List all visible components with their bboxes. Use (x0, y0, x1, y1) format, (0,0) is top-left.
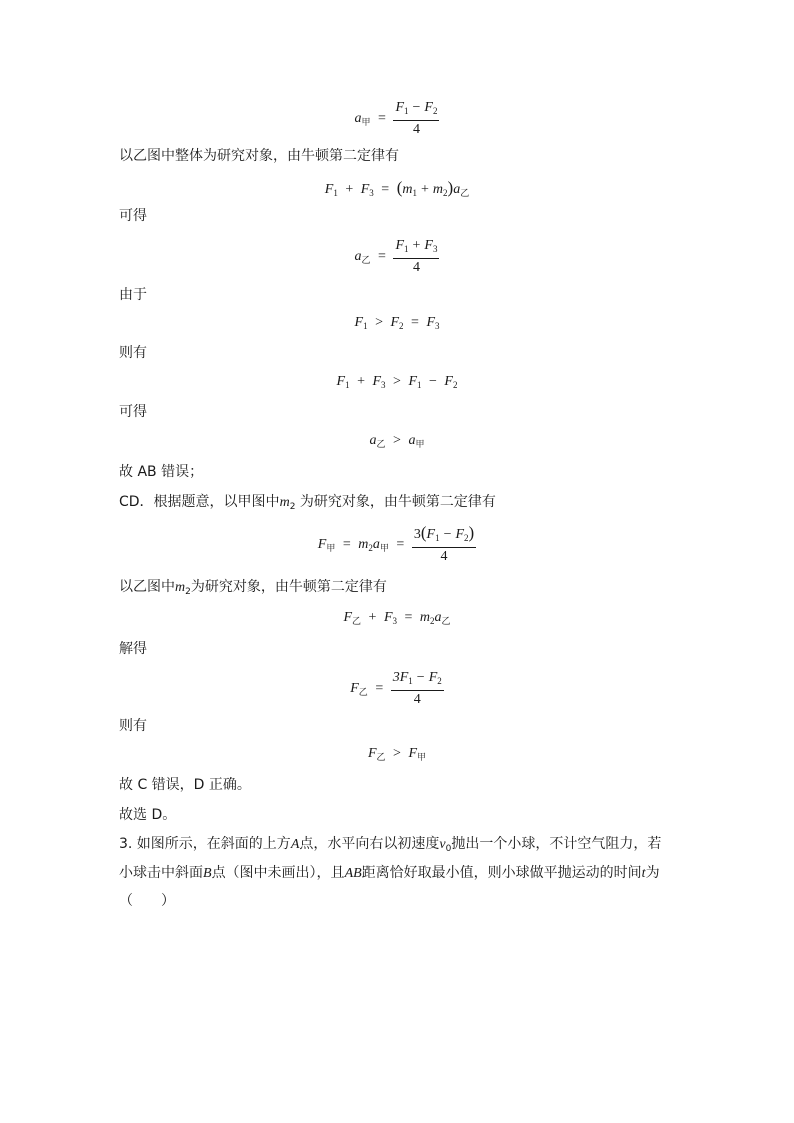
text-line: 则有 (119, 718, 147, 734)
question-3-line-2: 小球击中斜面B点（图中未画出），且AB距离恰好取最小值，则小球做平抛运动的时间t为 (119, 865, 660, 881)
text-line: 以乙图中整体为研究对象，由牛顿第二定律有 (119, 148, 399, 164)
equation-acc-compare: $a_乙 > a_甲$ (369, 433, 425, 450)
equation-f-jia: $F_甲 = m_2a_甲$ = $\frac{3(F_1 - F_2)}{4}$ (317, 523, 475, 564)
equation-f-yi: $F_乙$ = $\frac{3F_1 - F_2}{4}$ (350, 670, 442, 707)
text-line: 故选 D。 (119, 807, 177, 823)
fraction: $\frac{F_1 + F_3}{4}$ (395, 238, 438, 275)
equation-forces-compare: $F_1 > F_2 = F_3$ (354, 315, 440, 331)
text-line: CD．根据题意，以甲图中$m_2$ 为研究对象，由牛顿第二定律有 (119, 494, 496, 512)
text-line: 解得 (119, 641, 147, 657)
text-line: 以乙图中$m_2$为研究对象，由牛顿第二定律有 (119, 579, 387, 597)
question-3-answer-blank: （ ） (119, 893, 175, 909)
equation-a-yi: $a_乙$ = $\frac{F_1 + F_3}{4}$ (354, 238, 438, 275)
text-line: 则有 (119, 345, 147, 361)
text-line: 可得 (119, 404, 147, 420)
fraction: $\frac{3F_1 - F_2}{4}$ (392, 670, 442, 707)
fraction: $\frac{F_1 - F_2}{4}$ (395, 100, 438, 137)
text-line: 故 C 错误，D 正确。 (119, 777, 251, 793)
question-3-line-1: 3. 如图所示，在斜面的上方A点，水平向右以初速度$v_0$抛出一个小球，不计空气阻力，若 (119, 836, 662, 854)
equation-sum-compare: $F_1 + F_3 > F_1 - F_2$ (336, 374, 458, 390)
equation-newton-yi: $F_1 + F_3 = (m_1 + m_2)a_乙$ (324, 178, 470, 199)
equation-force-compare: $F_乙 > F_甲$ (367, 746, 427, 763)
text-line: 由于 (119, 287, 147, 303)
text-line: 可得 (119, 208, 147, 224)
equation-newton-yi-m2: $F_乙 + F_3 = m_2a_乙$ (343, 610, 451, 627)
fraction: $\frac{3(F_1 - F_2)}{4}$ (413, 523, 475, 564)
equation-a-jia: $a_甲$ = $\frac{F_1 - F_2}{4}$ (354, 100, 438, 137)
text-line: 故 AB 错误； (119, 464, 204, 480)
